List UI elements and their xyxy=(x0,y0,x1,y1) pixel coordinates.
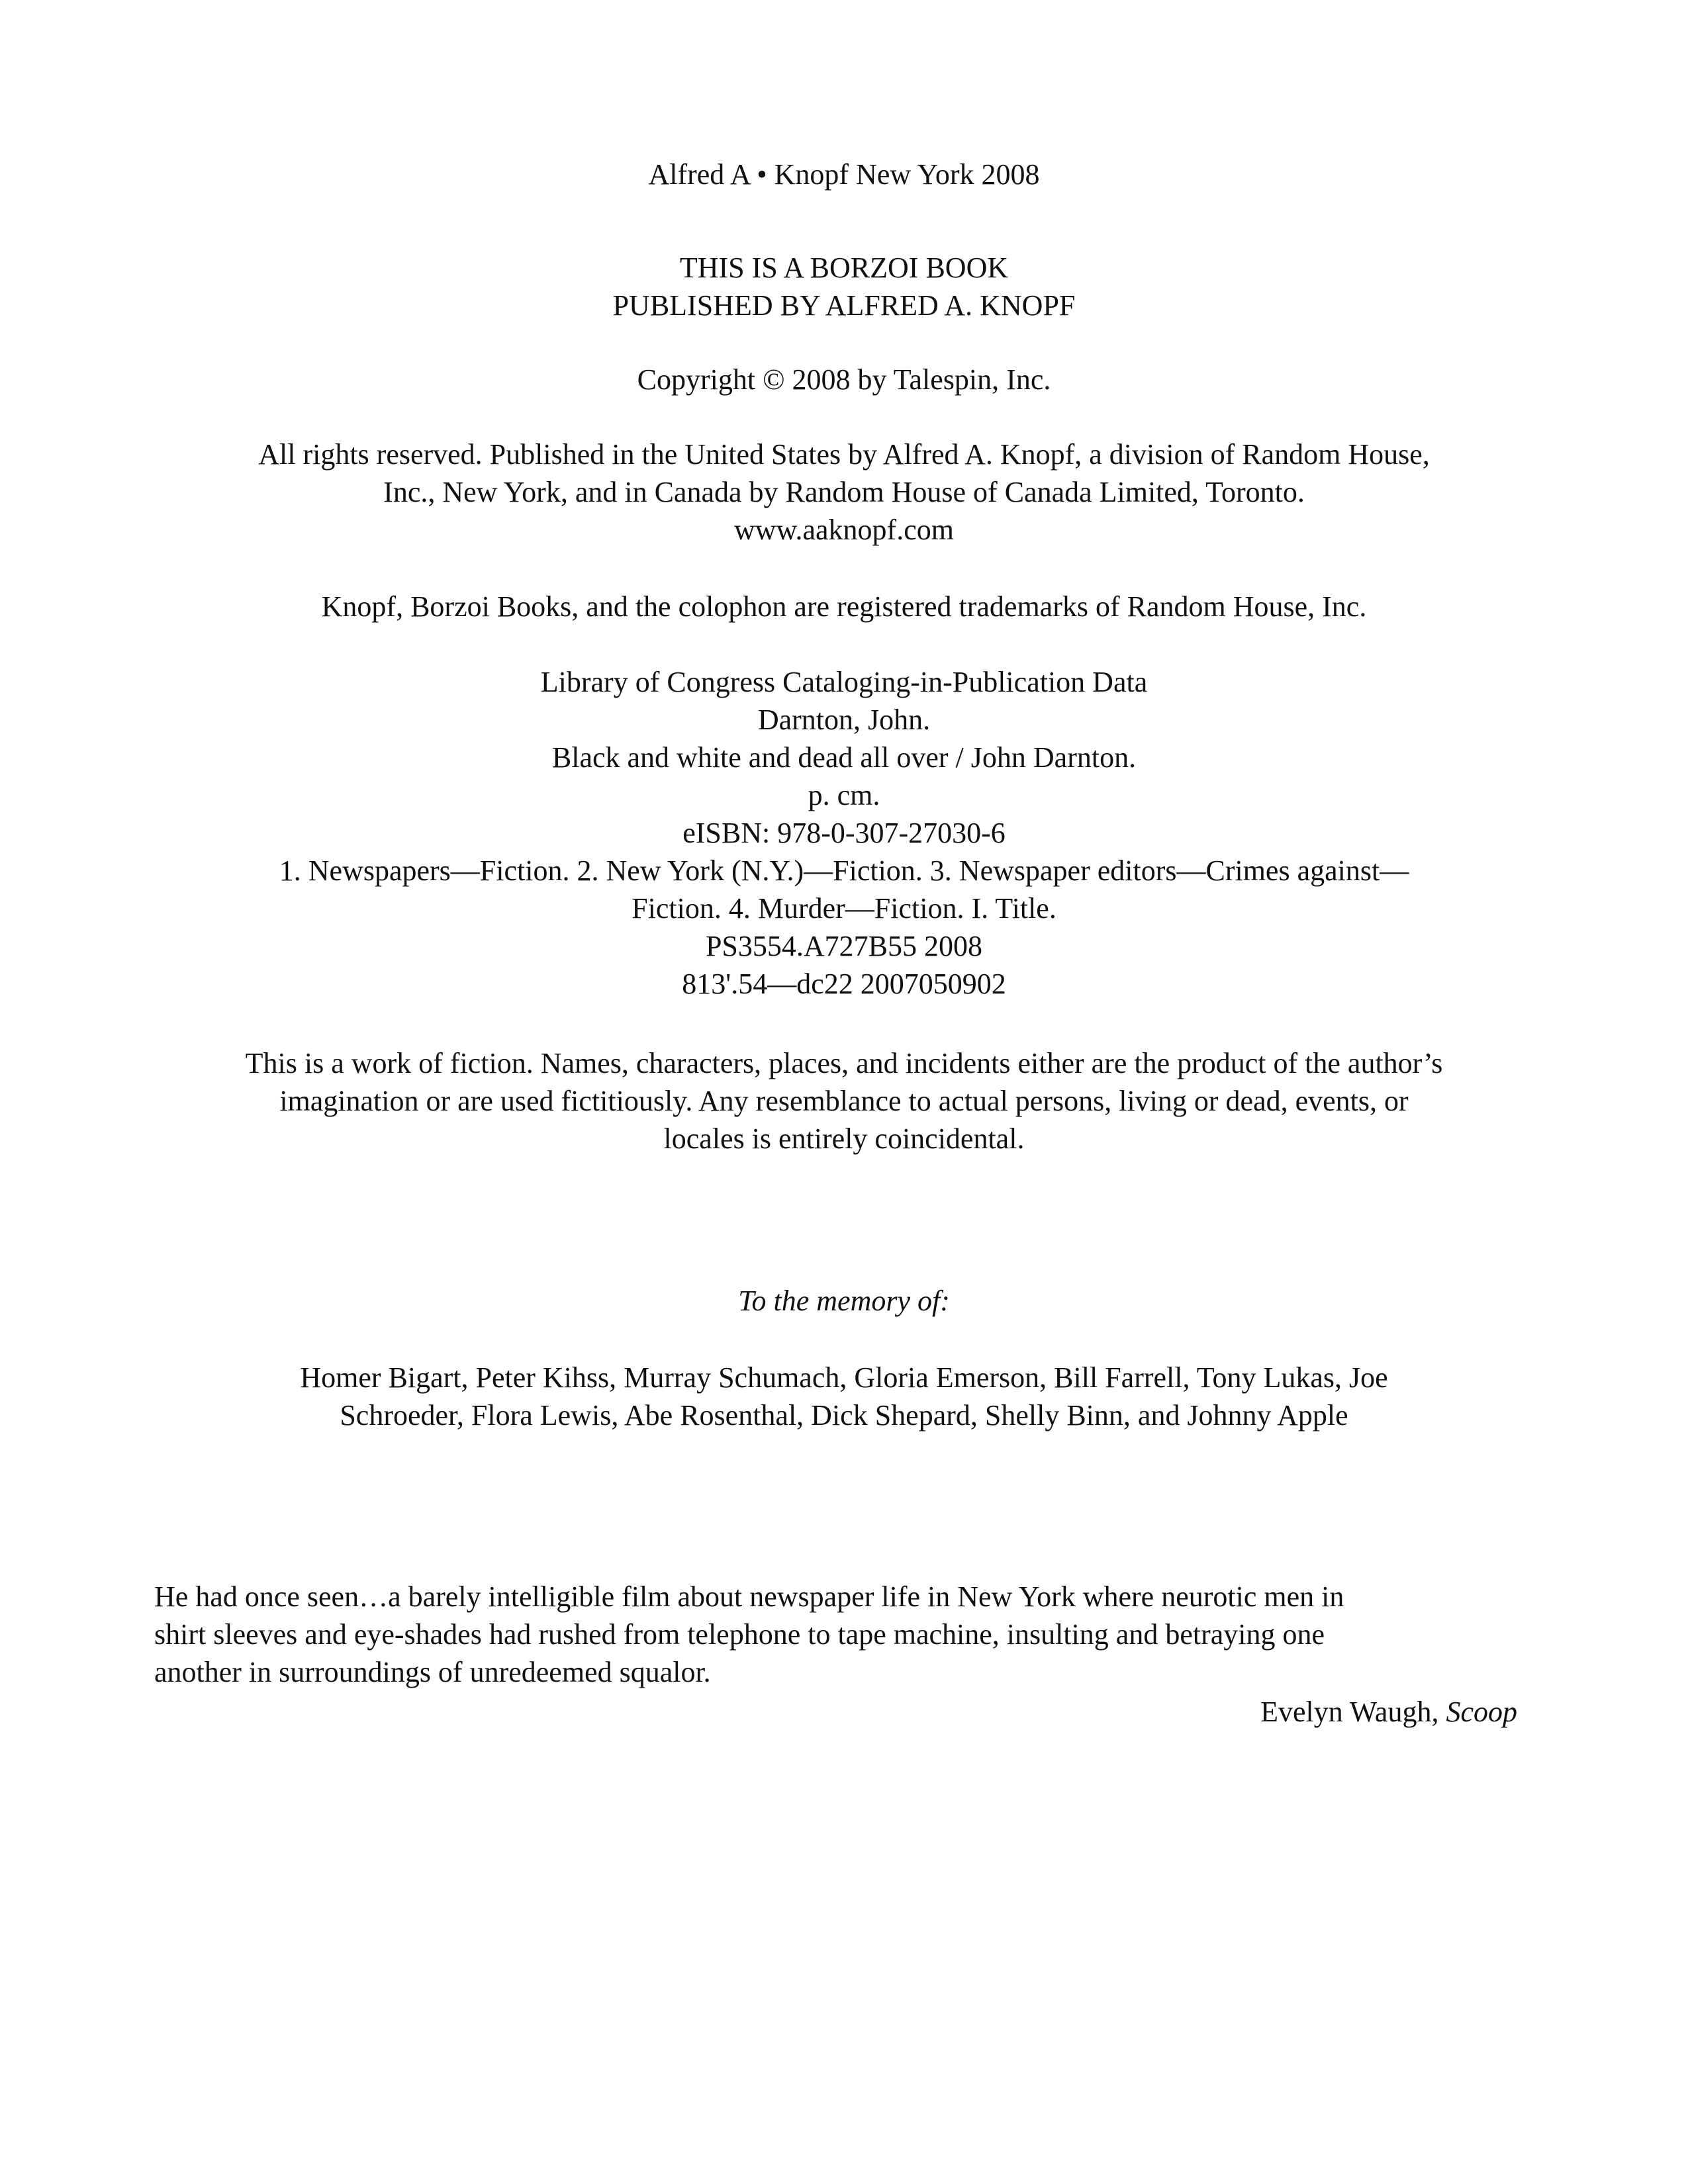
cataloging-data xyxy=(0,663,1688,1003)
publisher-website: www.aaknopf.com xyxy=(734,514,954,546)
trademark-line: Knopf, Borzoi Books, and the colophon are registered trademarks of Random House, Inc. xyxy=(321,590,1367,623)
rights-line: All rights reserved. Published in the United States by Alfred A. Knopf, a division of Random House, xyxy=(258,438,1430,471)
epigraph-line: shirt sleeves and eye-shades had rushed from telephone to tape machine, insulting and betraying one xyxy=(154,1618,1325,1651)
publisher-line-text: Alfred A • Knopf New York 2008 xyxy=(648,158,1040,191)
cip-isbn: eISBN: 978-0-307-27030-6 xyxy=(682,817,1006,849)
dedication xyxy=(0,1359,1688,1434)
borzoi-notice xyxy=(0,249,1688,324)
rights-notice xyxy=(0,435,1688,549)
rights-line: Inc., New York, and in Canada by Random House of Canada Limited, Toronto. xyxy=(383,476,1305,508)
disclaimer-line: locales is entirely coincidental. xyxy=(663,1122,1025,1155)
borzoi-line: THIS IS A BORZOI BOOK xyxy=(679,251,1009,284)
epigraph-line: He had once seen…a barely intelligible film about newspaper life in New York where neurotic men in xyxy=(154,1580,1344,1613)
cip-classification: 813'.54—dc22 2007050902 xyxy=(682,968,1006,1000)
dedication-heading xyxy=(0,1282,1688,1320)
cip-call-number: PS3554.A727B55 2008 xyxy=(705,930,983,962)
trademark-notice xyxy=(0,588,1688,625)
dedication-heading-text: To the memory of: xyxy=(738,1285,950,1317)
publisher-line xyxy=(0,156,1688,193)
epigraph-attribution xyxy=(154,1693,1517,1731)
epigraph-line: another in surroundings of unredeemed squalor. xyxy=(154,1656,711,1688)
dedication-line: Schroeder, Flora Lewis, Abe Rosenthal, Dick Shepard, Shelly Binn, and Johnny Apple xyxy=(340,1399,1348,1432)
attribution-work: Scoop xyxy=(1446,1696,1517,1728)
fiction-disclaimer xyxy=(0,1044,1688,1158)
dedication-line: Homer Bigart, Peter Kihss, Murray Schumach, Gloria Emerson, Bill Farrell, Tony Lukas, Joe xyxy=(300,1361,1388,1394)
cip-pages: p. cm. xyxy=(808,779,880,811)
epigraph xyxy=(154,1578,1518,1691)
cip-subjects: Fiction. 4. Murder—Fiction. I. Title. xyxy=(632,892,1056,925)
disclaimer-line: This is a work of fiction. Names, characters, places, and incidents either are the product of the author’s xyxy=(245,1047,1443,1079)
cip-title: Black and white and dead all over / John Darnton. xyxy=(551,741,1137,774)
cip-author: Darnton, John. xyxy=(757,704,931,736)
attribution-author: Evelyn Waugh, xyxy=(1260,1696,1446,1728)
copyright-notice xyxy=(0,361,1688,398)
cip-subjects: 1. Newspapers—Fiction. 2. New York (N.Y.)—Fiction. 3. Newspaper editors—Crimes against— xyxy=(279,854,1409,887)
copyright-line: Copyright © 2008 by Talespin, Inc. xyxy=(637,363,1051,396)
borzoi-line: PUBLISHED BY ALFRED A. KNOPF xyxy=(612,289,1076,322)
cip-heading: Library of Congress Cataloging-in-Publication Data xyxy=(540,666,1148,698)
disclaimer-line: imagination or are used fictitiously. Any resemblance to actual persons, living or dead, events, or xyxy=(279,1085,1409,1117)
